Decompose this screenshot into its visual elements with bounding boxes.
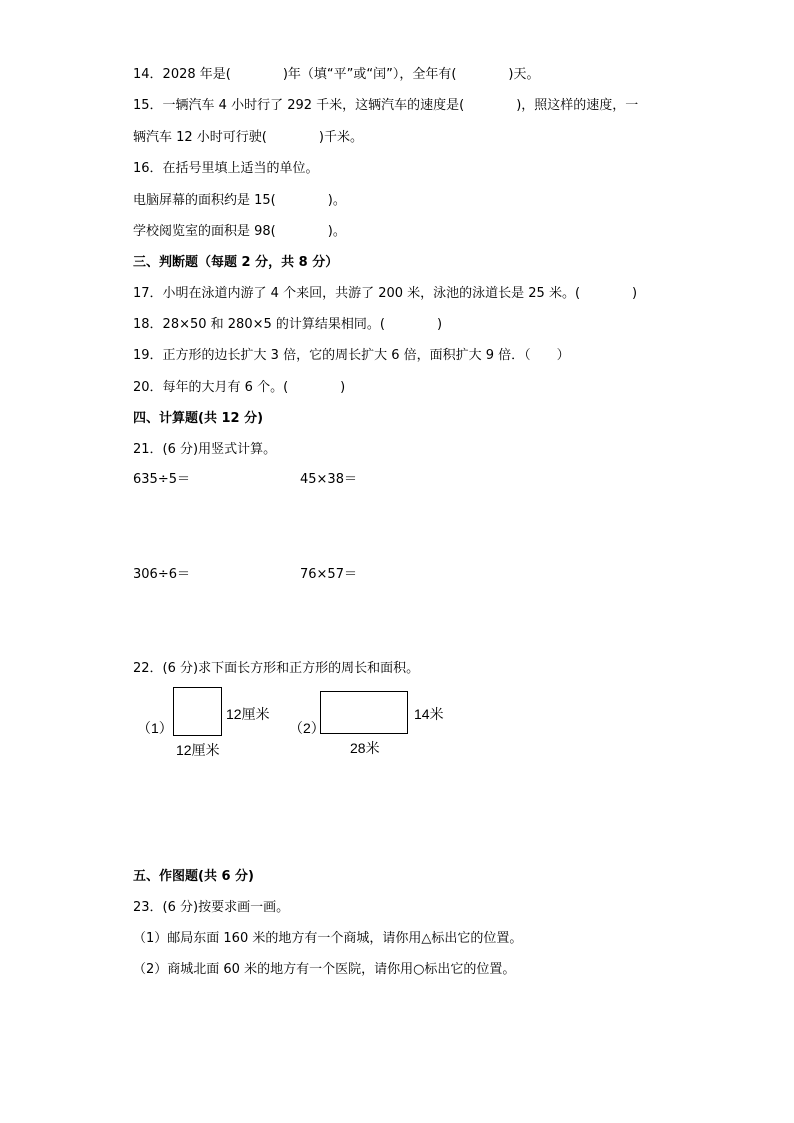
- square-side-label: 12厘米: [226, 706, 270, 722]
- rectangle-bottom-label: 28米: [350, 740, 380, 756]
- question-16-item-1: 电脑屏幕的面积约是 15( )。: [133, 193, 346, 208]
- question-14: 14．2028 年是( )年（填“平”或“闰”），全年有( )天。: [133, 67, 540, 82]
- calc-item: 76×57＝: [300, 567, 357, 582]
- question-16: 16．在括号里填上适当的单位。: [133, 161, 319, 176]
- calc-item: 635÷5＝: [133, 472, 190, 487]
- square-bottom-label: 12厘米: [176, 742, 220, 758]
- figure-2-label: （2）: [289, 720, 325, 736]
- rectangle-side-label: 14米: [414, 706, 444, 722]
- question-23: 23．(6 分)按要求画一画。: [133, 900, 290, 915]
- question-19: 19．正方形的边长扩大 3 倍，它的周长扩大 6 倍，面积扩大 9 倍．（ ）: [133, 348, 570, 363]
- question-15-line1: 15．一辆汽车 4 小时行了 292 千米，这辆汽车的速度是( )，照这样的速度，一: [133, 98, 639, 113]
- question-15-line2: 辆汽车 12 小时可行驶( )千米。: [133, 130, 363, 145]
- rectangle-figure: [320, 691, 408, 734]
- figure-1-label: （1）: [137, 720, 173, 736]
- calc-item: 306÷6＝: [133, 567, 190, 582]
- section-5-heading: 五、作图题(共 6 分): [133, 869, 254, 884]
- question-18: 18．28×50 和 280×5 的计算结果相同。( ): [133, 317, 443, 332]
- question-23-item-2: （2）商城北面 60 米的地方有一个医院，请你用○标出它的位置。: [133, 962, 516, 977]
- question-17: 17．小明在泳道内游了 4 个来回，共游了 200 米，泳池的泳道长是 25 米。( ): [133, 286, 638, 301]
- question-23-item-1: （1）邮局东面 160 米的地方有一个商城，请你用△标出它的位置。: [133, 931, 523, 946]
- question-21: 21．(6 分)用竖式计算。: [133, 442, 277, 457]
- calc-item: 45×38＝: [300, 472, 357, 487]
- section-3-heading: 三、判断题（每题 2 分，共 8 分）: [133, 255, 339, 270]
- question-22: 22．(6 分)求下面长方形和正方形的周长和面积。: [133, 661, 420, 676]
- section-4-heading: 四、计算题(共 12 分): [133, 411, 264, 426]
- question-16-item-2: 学校阅览室的面积是 98( )。: [133, 224, 346, 239]
- square-figure: [173, 687, 222, 736]
- question-20: 20．每年的大月有 6 个。( ): [133, 380, 346, 395]
